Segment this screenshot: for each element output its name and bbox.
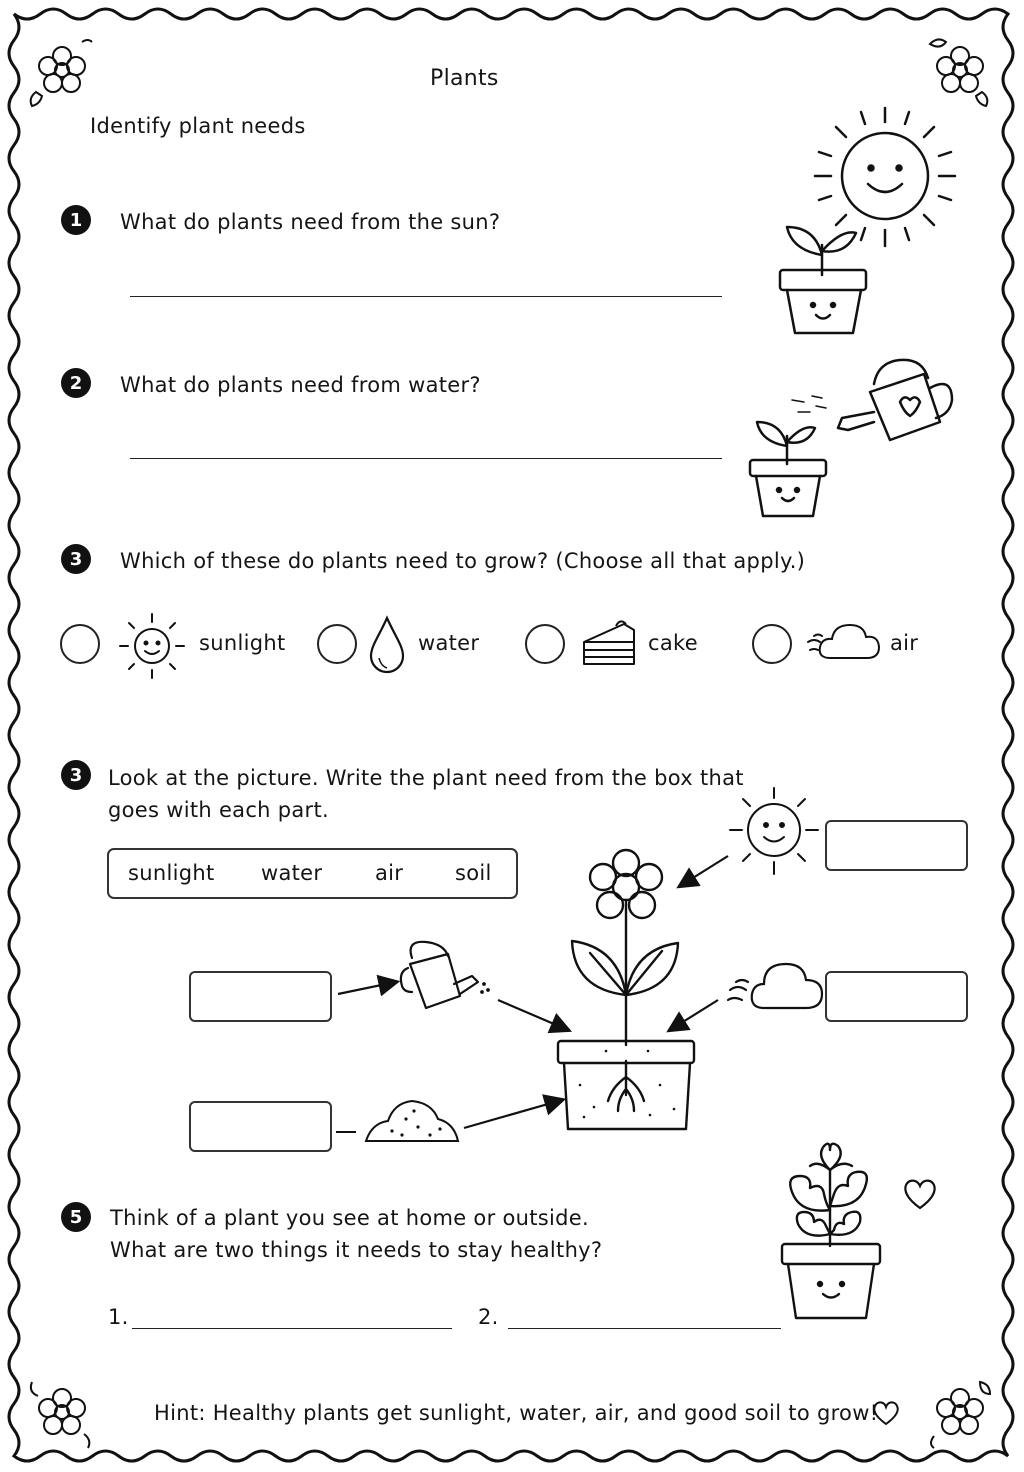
- hint-heart-icon: [872, 1400, 900, 1426]
- question-4-text-line2: goes with each part.: [108, 798, 330, 822]
- word-bank-item: soil: [455, 861, 492, 885]
- worksheet-subtitle: Identify plant needs: [90, 114, 306, 138]
- choice-label: air: [890, 631, 919, 655]
- question-number-badge: 2: [61, 368, 91, 398]
- choice-label: cake: [648, 631, 698, 655]
- word-bank-item: air: [375, 861, 404, 885]
- choice-label: sunlight: [199, 631, 286, 655]
- air-arrow: [670, 1000, 718, 1030]
- question-number-badge: 3: [61, 760, 91, 790]
- soil-arrow: [464, 1100, 562, 1128]
- choice-label: water: [418, 631, 480, 655]
- question-1-text: What do plants need from the sun?: [120, 210, 501, 234]
- question-number-badge: 5: [61, 1202, 91, 1232]
- question-5-answer-line-1[interactable]: [132, 1328, 452, 1329]
- answer-number-2: 2.: [478, 1305, 499, 1329]
- question-5-text-line1: Think of a plant you see at home or outside.: [110, 1206, 589, 1230]
- question-2-text: What do plants need from water?: [120, 373, 481, 397]
- heart-icon: [902, 1178, 938, 1210]
- worksheet-title: Plants: [430, 66, 499, 91]
- word-bank-item: water: [261, 861, 323, 885]
- word-bank-item: sunlight: [128, 861, 215, 885]
- answer-number-1: 1.: [108, 1305, 129, 1329]
- hint-text: Hint: Healthy plants get sunlight, water, air, and good soil to grow!: [154, 1401, 879, 1425]
- water-arrow: [498, 1000, 568, 1030]
- water-box-arrow: [338, 982, 396, 994]
- heart-leaf-plant-pot-icon: [772, 1140, 892, 1325]
- question-number-badge: 1: [61, 205, 91, 235]
- question-3-text: Which of these do plants need to grow? (Choose all that apply.): [120, 549, 806, 573]
- question-5-answer-line-2[interactable]: [508, 1328, 781, 1329]
- question-4-text-line1: Look at the picture. Write the plant need from the box that: [108, 766, 744, 790]
- question-5-text-line2: What are two things it needs to stay healthy?: [110, 1238, 603, 1262]
- sun-arrow: [680, 856, 728, 886]
- question-number-badge: 3: [61, 544, 91, 574]
